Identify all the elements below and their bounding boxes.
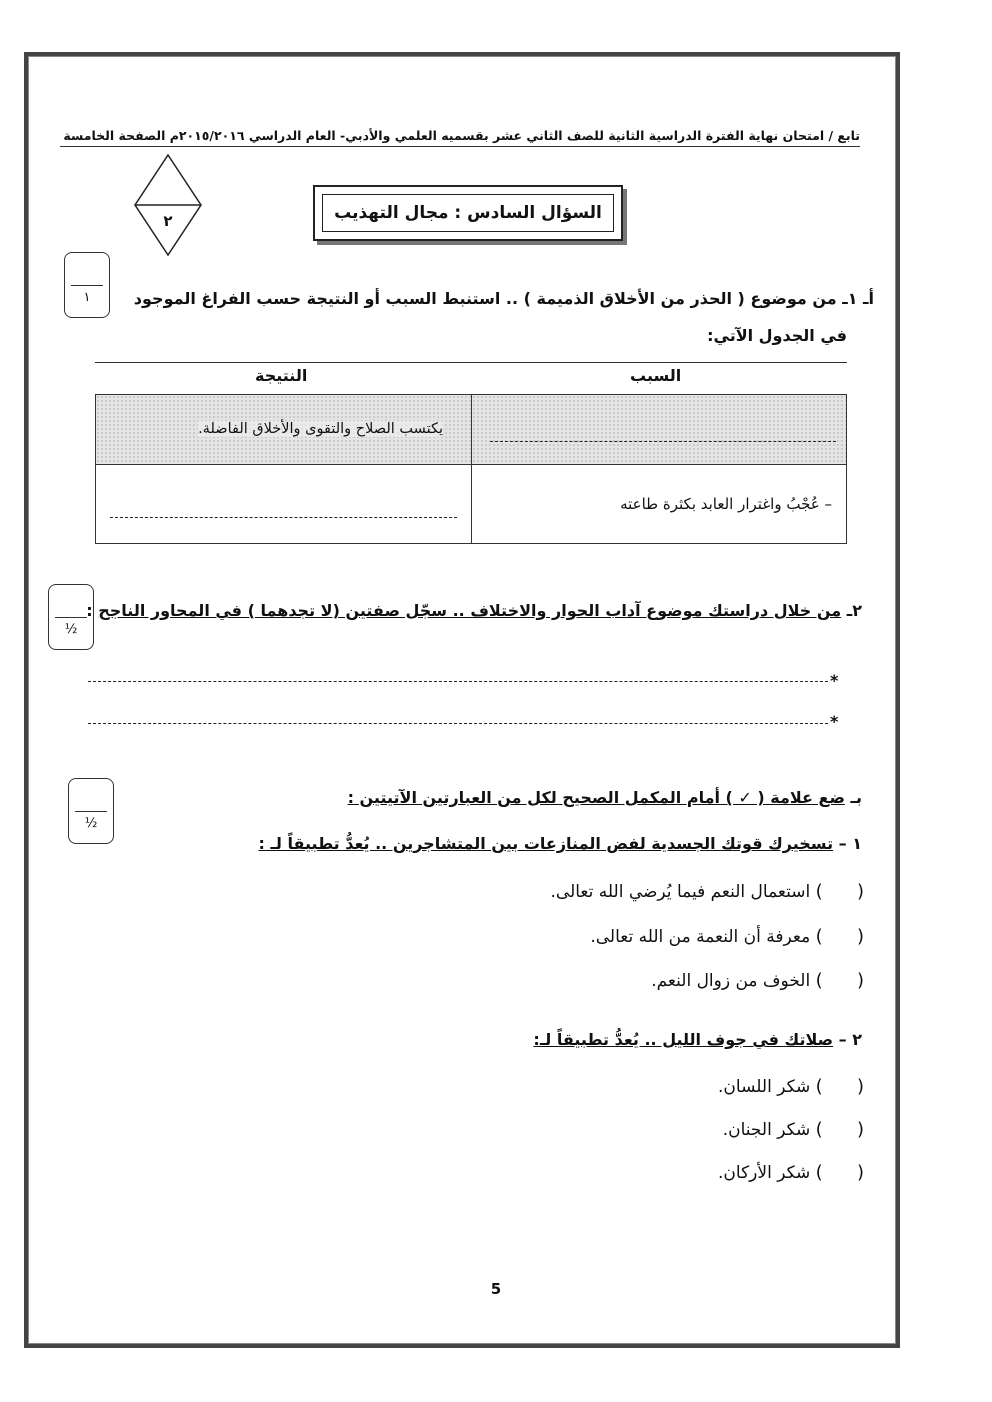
q1-number: ١ـ	[842, 289, 858, 308]
q1-score-box	[64, 252, 110, 318]
q2-question: من خلال دراستك موضوع آداب الحوار والاختلاف .. سجّل صفتين (لا تجدهما ) في المحاور الناجح	[98, 601, 842, 620]
item2-stem-row	[362, 1030, 862, 1049]
item1-option-1-text: استعمال النعم فيما يُرضي الله تعالى.	[550, 882, 811, 902]
item2-number: ٢ –	[838, 1030, 862, 1049]
item1-stem-row	[202, 834, 862, 853]
item2-option-1-text: شكر اللسان.	[718, 1077, 811, 1097]
row2-cause: – عُجْبُ واغترار العابد بكثرة طاعته	[620, 495, 832, 513]
total-marks-diamond	[132, 152, 204, 258]
item2-option-2-text: شكر الجنان.	[722, 1120, 811, 1140]
item1-option-3[interactable]: ( ) الخوف من زوال النعم.	[651, 970, 864, 991]
part-a-label: أـ	[863, 289, 874, 308]
item2-stem: صلاتك في جوف الليل .. يُعدُّ تطبيقاً لـ:	[533, 1030, 834, 1049]
item2-option-1[interactable]: ( ) شكر اللسان.	[718, 1076, 864, 1097]
part-b-score-box	[68, 778, 114, 844]
q2-answer-line-2[interactable]	[88, 723, 828, 724]
page-number: 5	[490, 1280, 502, 1298]
cause-result-table	[95, 362, 847, 544]
item1-option-2[interactable]: ( ) معرفة أن النعمة من الله تعالى.	[590, 926, 864, 947]
q1-line1: من موضوع ( الحذر من الأخلاق الذميمة ) .. استنبط السبب أو النتيجة حسب الفراغ الموجود	[133, 289, 837, 308]
item1-option-1[interactable]: ( ) استعمال النعم فيما يُرضي الله تعالى.	[550, 881, 864, 902]
q1-text	[114, 289, 874, 308]
part-b-instruction-row	[262, 788, 862, 807]
row2-cause-cell	[472, 465, 846, 543]
item1-option-2-text: معرفة أن النعمة من الله تعالى.	[590, 927, 811, 947]
q1-marks: ١	[83, 290, 91, 305]
section-title-box	[313, 185, 623, 241]
item1-option-3-text: الخوف من زوال النعم.	[651, 971, 811, 991]
row1-result-cell	[96, 395, 472, 465]
item1-number: ١ –	[838, 834, 862, 853]
q2-bullet-2: *	[830, 712, 839, 731]
q2-bullet-1: *	[830, 671, 839, 690]
q2-answer-line-1[interactable]	[88, 681, 828, 682]
row2-result-cell[interactable]	[96, 465, 472, 543]
q2-colon: :	[86, 601, 93, 620]
item1-stem: تسخيرك قوتك الجسدية لفض المنازعات بين المتشاجرين .. يُعدُّ تطبيقاً لـ :	[258, 834, 834, 853]
row1-cause-blank[interactable]	[490, 441, 836, 442]
section-title: السؤال السادس : مجال التهذيب	[322, 194, 614, 232]
item2-option-3-text: شكر الأركان.	[718, 1163, 811, 1183]
table-header-cause: السبب	[630, 366, 682, 385]
item2-option-3[interactable]: ( ) شكر الأركان.	[718, 1162, 864, 1183]
table-grid	[95, 394, 847, 544]
q2-marks: ½	[64, 622, 78, 637]
q2-text	[86, 601, 862, 620]
item2-option-2[interactable]: ( ) شكر الجنان.	[722, 1119, 864, 1140]
part-b-instruction: ضع علامة ( ✓ ) أمام المكمل الصحيح لكل من العبارتين الآتيتين :	[347, 788, 845, 807]
table-header-result: النتيجة	[255, 366, 308, 385]
row1-result: يكتسب الصلاح والتقوى والأخلاق الفاضلة.	[198, 421, 443, 437]
q2-number: ٢ـ	[846, 601, 862, 620]
total-marks-value: ٢	[163, 212, 173, 230]
row1-cause-cell[interactable]	[472, 395, 846, 465]
exam-header: تابع / امتحان نهاية الفترة الدراسية الثانية للصف الثاني عشر بقسميه العلمي والأدبي- العام الدراسي ٢٠١٥/٢٠١٦م الصفحة الخامسة	[60, 128, 860, 147]
q1-line2: في الجدول الآتي:	[707, 326, 847, 345]
row2-result-blank[interactable]	[110, 517, 457, 518]
part-b-label: بـ	[850, 788, 862, 807]
part-b-marks: ½	[84, 816, 98, 831]
